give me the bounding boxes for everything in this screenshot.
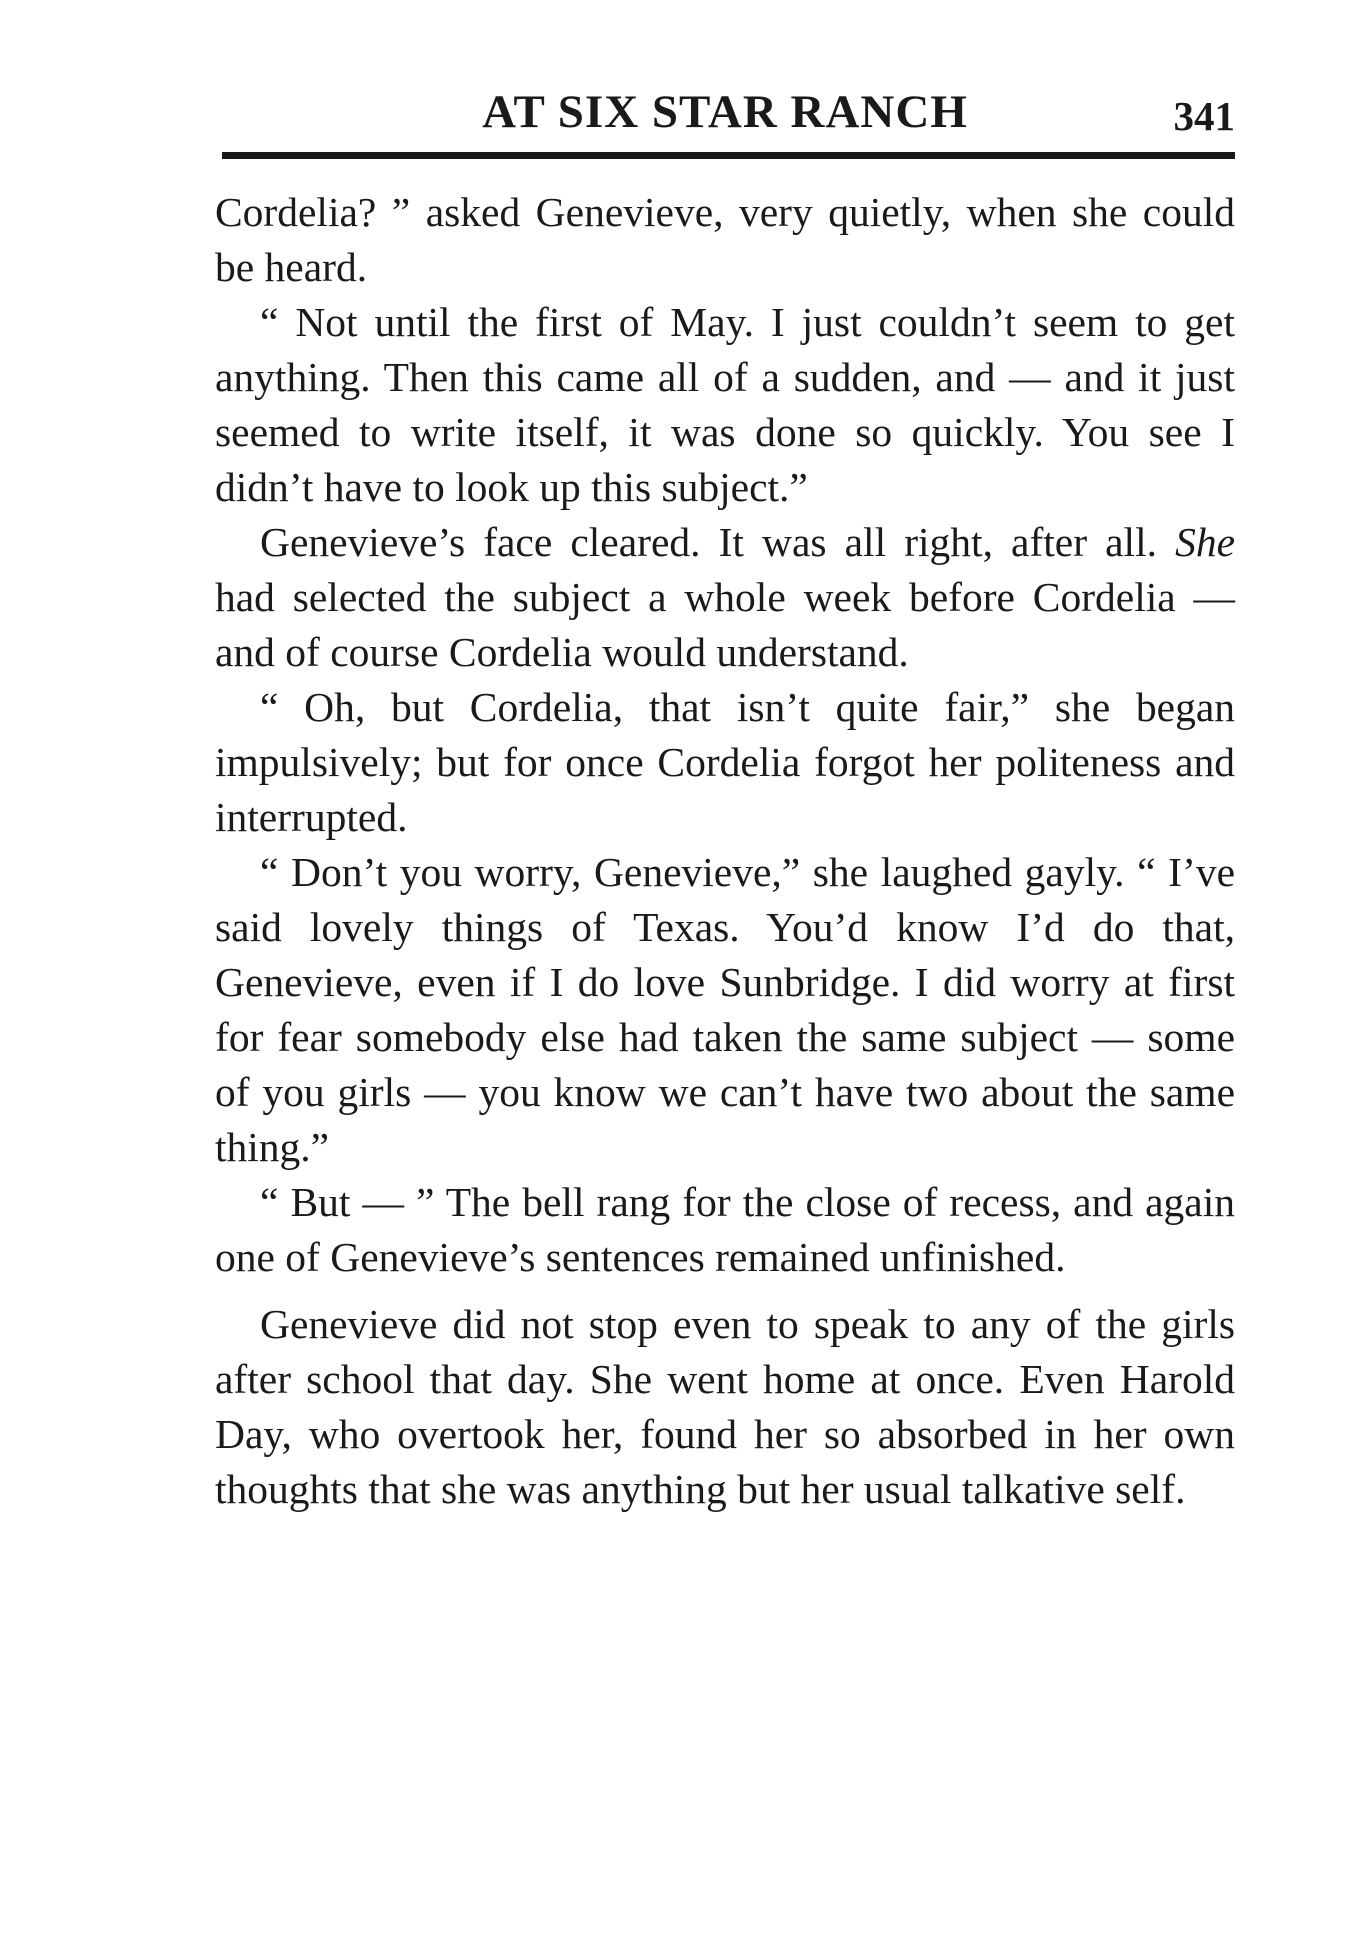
paragraph-5: “ Don’t you worry, Genevieve,” she laughed gayly. “ I’ve said lovely things of Texas. You’d know I’d do that, Genevieve, even if I do love Sunbridge. I did worry at first for fear somebody else had taken the same subject — some of you girls — you know we can’t have two about the same thing.” bbox=[215, 849, 1235, 1170]
paragraph-3 bbox=[215, 515, 1235, 680]
page-header bbox=[215, 82, 1235, 152]
emphasis-she: She bbox=[1175, 519, 1235, 565]
paragraph-6: “ But — ” The bell rang for the close of recess, and again one of Genevieve’s sentences remained unfinished. bbox=[215, 1179, 1235, 1280]
page-number: 341 bbox=[1173, 93, 1235, 139]
paragraph-4: “ Oh, but Cordelia, that isn’t quite fair,” she began impulsively; but for once Cordelia forgot her politeness and interrupted. bbox=[215, 684, 1235, 840]
paragraph-1: Cordelia? ” asked Genevieve, very quietly, when she could be heard. bbox=[215, 189, 1235, 290]
header-rule bbox=[222, 152, 1235, 159]
paragraph-3-end: had selected the subject a whole week before Cordelia — and of course Cordelia would understand. bbox=[215, 574, 1235, 675]
body-text bbox=[215, 185, 1235, 1517]
running-head: AT SIX STAR RANCH bbox=[482, 86, 968, 138]
paragraph-3-start: Genevieve’s face cleared. It was all right, after all. bbox=[260, 519, 1157, 565]
paragraph-7: Genevieve did not stop even to speak to any of the girls after school that day. She went home at once. Even Harold Day, who overtook her, found her so absorbed in her own thoughts that she was anything but her usual talkative self. bbox=[215, 1301, 1235, 1512]
paragraph-2: “ Not until the first of May. I just couldn’t seem to get anything. Then this came all of a sudden, and — and it just seemed to write itself, it was done so quickly. You see I didn’t have to look up this subject.” bbox=[215, 299, 1235, 510]
